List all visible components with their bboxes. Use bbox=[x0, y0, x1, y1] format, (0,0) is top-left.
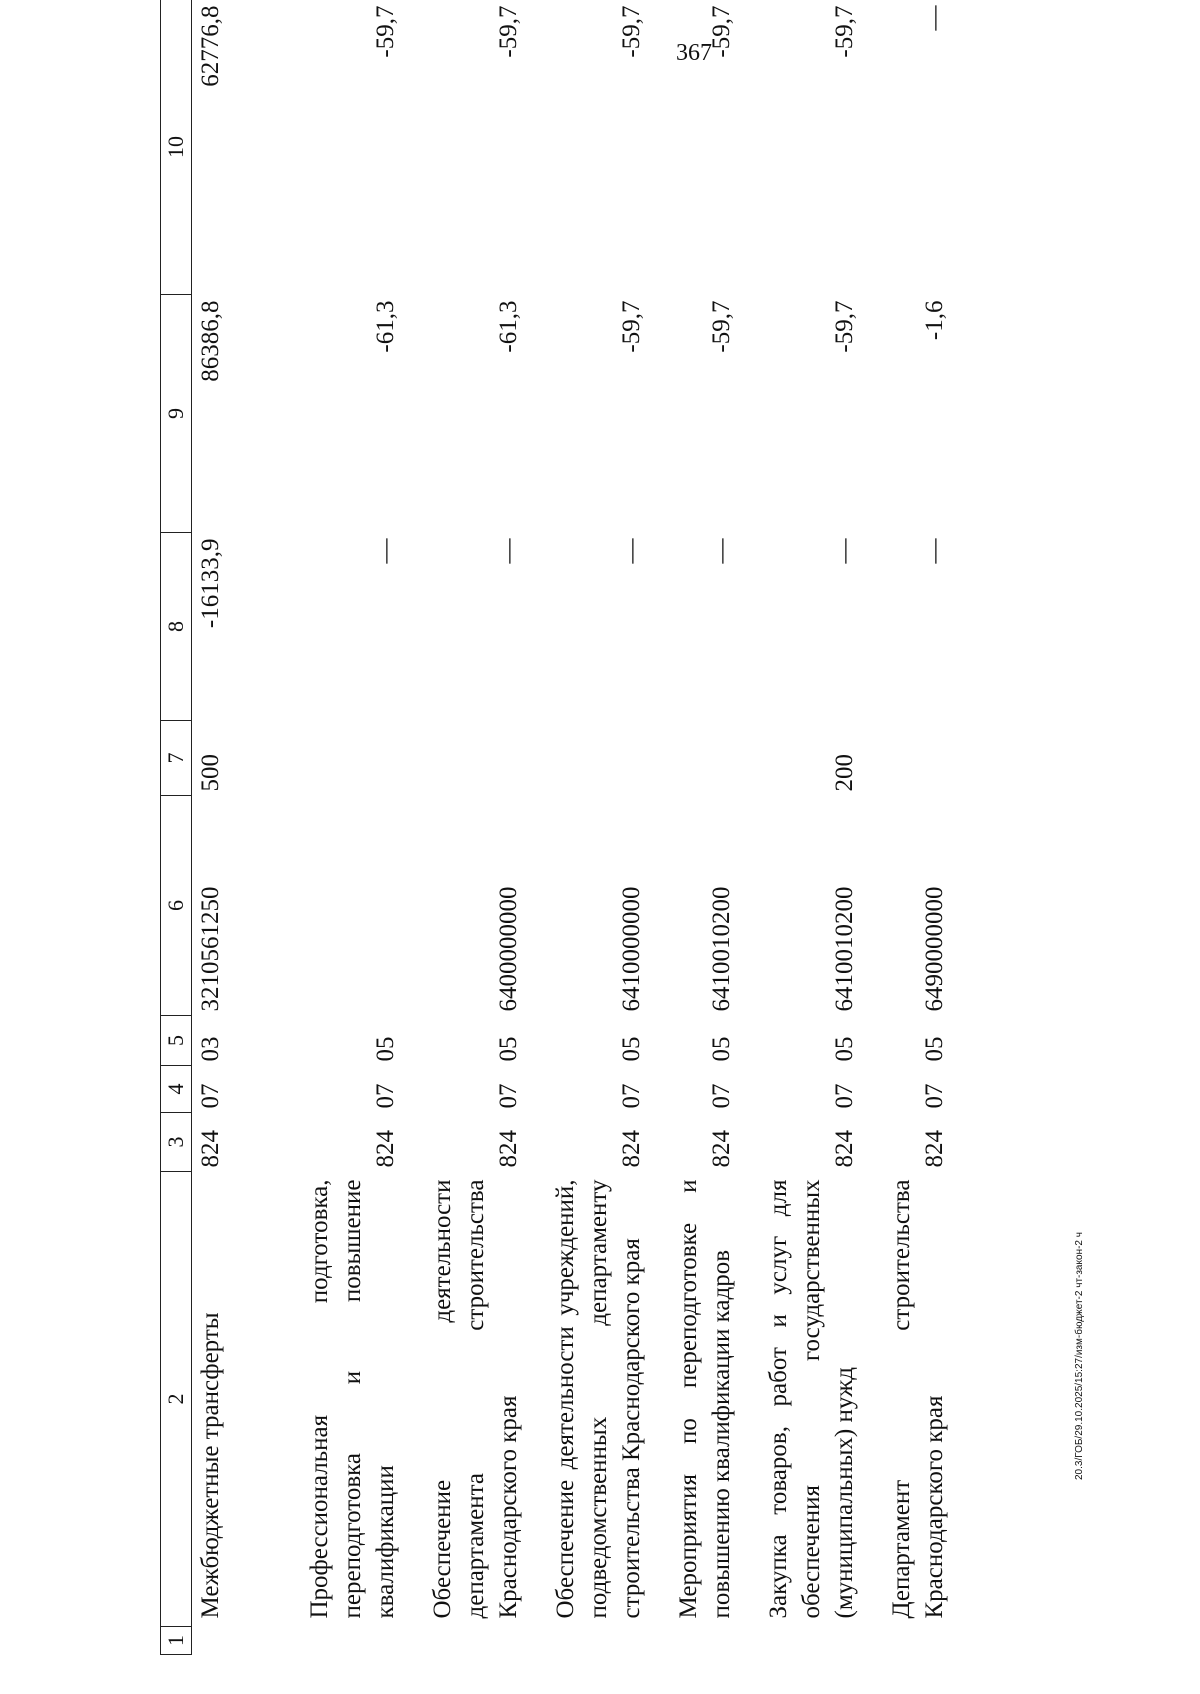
header-cell-9: 9 bbox=[161, 295, 192, 533]
table-header-row bbox=[161, 0, 192, 1655]
cell-rz: 07 bbox=[372, 1083, 399, 1109]
header-cell-6: 6 bbox=[161, 796, 192, 1016]
cell-pr: 05 bbox=[372, 1036, 399, 1062]
cell-grbs: 824 bbox=[921, 1130, 948, 1168]
table-row bbox=[549, 0, 652, 1655]
cell-vr: 200 bbox=[831, 754, 858, 792]
cell-col8: — bbox=[495, 538, 522, 564]
document-stamp: 20.3/ГОБ/29.10.2025/15:27/изм-бюджет-2 чт-закон-2 ч bbox=[1074, 1232, 1085, 1480]
cell-col9: -61,3 bbox=[372, 300, 399, 353]
cell-col9: -59,7 bbox=[708, 300, 735, 353]
cell-csr: 6400000000 bbox=[495, 886, 522, 1012]
cell-grbs: 824 bbox=[372, 1130, 399, 1168]
cell-vr bbox=[672, 721, 742, 796]
cell-rz: 07 bbox=[708, 1083, 735, 1109]
cell-col8: — bbox=[708, 538, 735, 564]
cell-col8: — bbox=[831, 538, 858, 564]
header-cell-7: 7 bbox=[161, 721, 192, 796]
cell-csr: 6410000000 bbox=[618, 886, 645, 1012]
cell-pr: 05 bbox=[921, 1036, 948, 1062]
cell-col8: -16133,9 bbox=[197, 538, 224, 629]
cell-csr: 6410010200 bbox=[831, 886, 858, 1012]
table-row bbox=[672, 0, 742, 1655]
row-name: Департамент строительства Краснодарского края bbox=[888, 1179, 948, 1619]
cell-rz: 07 bbox=[921, 1083, 948, 1109]
cell-col9: -59,7 bbox=[618, 300, 645, 353]
cell-col10: -59,7 bbox=[831, 5, 858, 58]
cell-col10: 62776,8 bbox=[197, 5, 224, 87]
cell-csr bbox=[303, 796, 406, 1016]
cell-col10: — bbox=[921, 5, 948, 31]
cell-pr: 05 bbox=[618, 1036, 645, 1062]
rotated-table-wrapper bbox=[160, 0, 1200, 1655]
header-cell-8: 8 bbox=[161, 533, 192, 721]
table-row bbox=[303, 0, 406, 1655]
header-cell-5: 5 bbox=[161, 1016, 192, 1066]
header-cell-10: 10 bbox=[161, 0, 192, 295]
budget-table bbox=[160, 0, 955, 1655]
row-name: Межбюджетные трансферты bbox=[197, 1312, 224, 1619]
cell-pr: 03 bbox=[197, 1036, 224, 1062]
cell-col10: -59,7 bbox=[618, 5, 645, 58]
cell-col8: — bbox=[618, 538, 645, 564]
cell-rz: 07 bbox=[495, 1083, 522, 1109]
cell-col9: -61,3 bbox=[495, 300, 522, 353]
cell-rz: 07 bbox=[197, 1083, 224, 1109]
table-row bbox=[192, 0, 232, 1655]
cell-col8: — bbox=[372, 538, 399, 564]
cell-csr: 3210561250 bbox=[197, 886, 224, 1012]
page-number: 367 bbox=[676, 40, 712, 66]
cell-rz: 07 bbox=[618, 1083, 645, 1109]
row-name: Мероприятия по переподготовке и повышению квалификации кадров bbox=[675, 1179, 735, 1619]
header-cell-2: 2 bbox=[161, 1172, 192, 1627]
cell-col9: -59,7 bbox=[831, 300, 858, 353]
cell-pr: 05 bbox=[708, 1036, 735, 1062]
table-row bbox=[426, 0, 529, 1655]
row-name: Профессиональная подготовка, переподготовка и повышение квалификации bbox=[306, 1179, 399, 1619]
cell-col9: -1,6 bbox=[921, 300, 948, 341]
cell-col10: -59,7 bbox=[708, 5, 735, 58]
cell-pr: 05 bbox=[831, 1036, 858, 1062]
cell-col9: 86386,8 bbox=[197, 300, 224, 382]
cell-col10: -59,7 bbox=[372, 5, 399, 58]
header-cell-4: 4 bbox=[161, 1066, 192, 1113]
cell-col10: -59,7 bbox=[495, 5, 522, 58]
cell-vr bbox=[426, 721, 529, 796]
cell-col8: — bbox=[921, 538, 948, 564]
cell-vr bbox=[885, 721, 955, 796]
row-name: Обеспечение деятельности департамента строительства Краснодарского края bbox=[429, 1179, 522, 1619]
row-name: Закупка товаров, работ и услуг для обеспечения государственных (муниципальных) нужд bbox=[765, 1179, 858, 1619]
cell-grbs: 824 bbox=[618, 1130, 645, 1168]
table-row bbox=[762, 0, 865, 1655]
cell-csr: 6410010200 bbox=[708, 886, 735, 1012]
cell-grbs: 824 bbox=[831, 1130, 858, 1168]
table-row bbox=[885, 0, 955, 1655]
cell-grbs: 824 bbox=[197, 1130, 224, 1168]
header-cell-1: 1 bbox=[161, 1627, 192, 1655]
cell-rz: 07 bbox=[831, 1083, 858, 1109]
cell-pr: 05 bbox=[495, 1036, 522, 1062]
row-name: Обеспечение деятельности учреждений, подведомственных департаменту строительства Краснодарского края bbox=[552, 1179, 645, 1619]
cell-grbs: 824 bbox=[495, 1130, 522, 1168]
cell-vr bbox=[549, 721, 652, 796]
cell-vr bbox=[303, 721, 406, 796]
cell-vr: 500 bbox=[197, 754, 224, 792]
cell-csr: 6490000000 bbox=[921, 886, 948, 1012]
cell-grbs: 824 bbox=[708, 1130, 735, 1168]
header-cell-3: 3 bbox=[161, 1113, 192, 1172]
